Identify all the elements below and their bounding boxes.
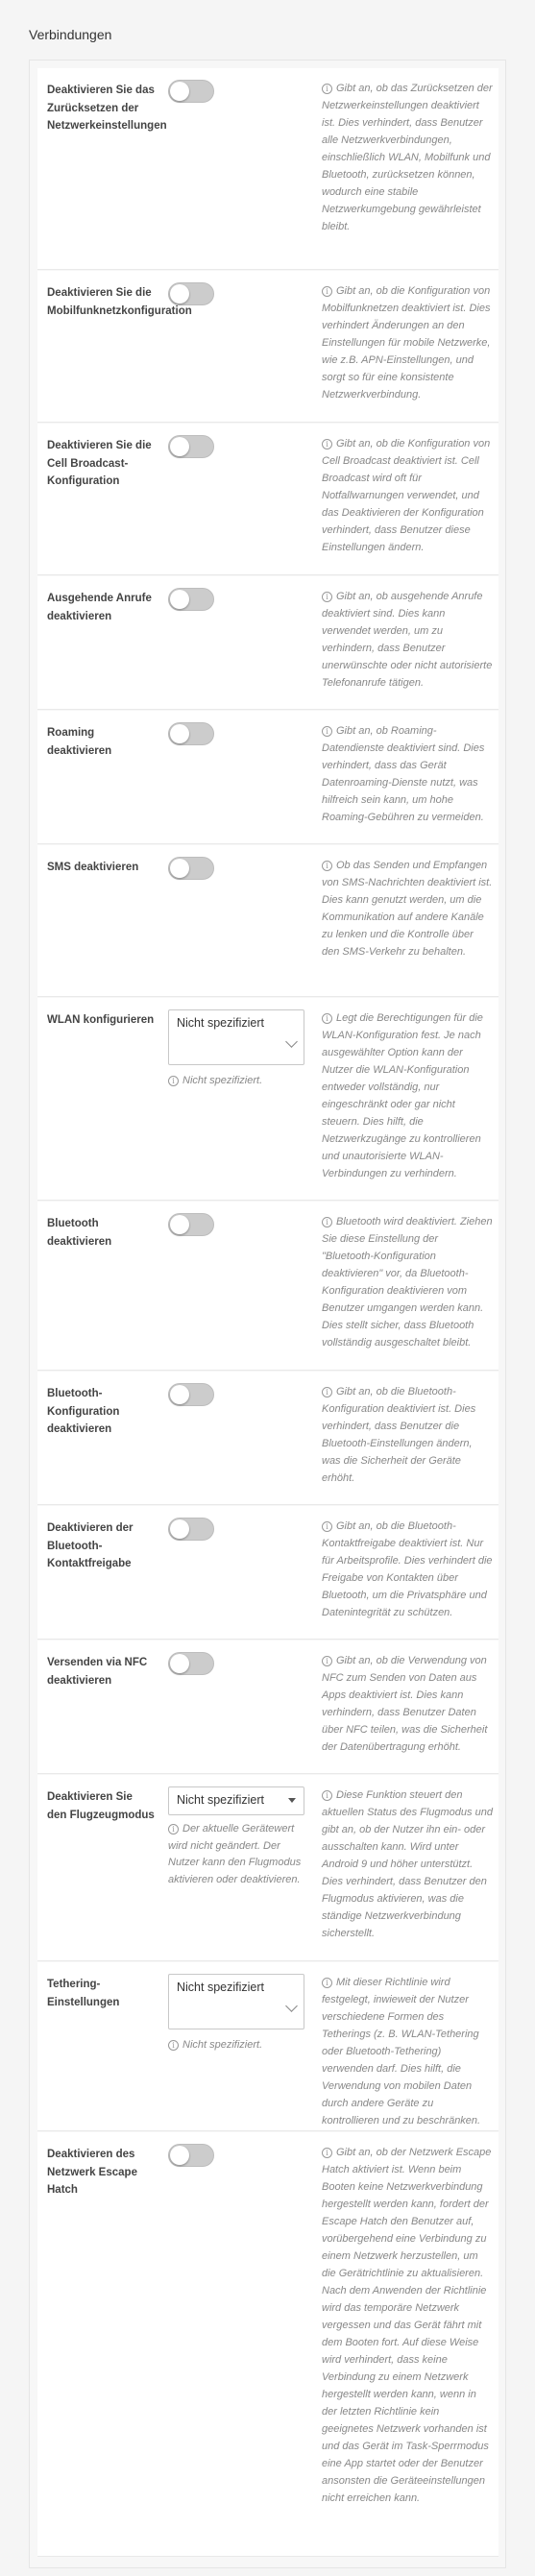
setting-description bbox=[322, 1974, 493, 2129]
description-text: Gibt an, ob der Netzwerk Escape Hatch aktiviert ist. Wenn beim Booten keine Netzwerkverbindung hergestellt werden kann, fordert der Escape Hatch den Benutzer auf, vorübergehend eine Verbindung zu einem Netzwerk herzustellen, um die Gerätrichtlinie zu aktualisieren. Nach dem Anwenden der Richtlinie wird das temporäre Netzwerk vergessen und das Gerät fährt mit dem Booten fort. Auf diese Weise wird verhindert, dass keine Verbindung zu einem Netzwerk hergestellt werden kann, wenn in der letzten Richtlinie kein geeignetes Netzwerk vorhanden ist und das Gerät im Task-Sperrmodus eine App startet oder der Benutzer ansonsten die Geräteeinstellungen nicht erreichen kann. bbox=[322, 2147, 492, 2504]
toggle-knob bbox=[170, 859, 189, 878]
toggle-knob bbox=[170, 1215, 189, 1234]
description-text: Ob das Senden und Empfangen von SMS-Nachrichten deaktiviert ist. Dies kann genutzt werden, um die Kommunikation auf andere Kanäle zu lenken und die Kontrolle über den SMS-Verkehr zu behalten. bbox=[322, 860, 493, 958]
description-text: Gibt an, ob die Bluetooth-Konfiguration deaktiviert ist. Dies verhindert, dass Benutzer die Bluetooth-Einstellungen ändern, was die Sicherheit der Geräte erhöht. bbox=[322, 1386, 476, 1484]
info-icon: i bbox=[322, 1387, 332, 1397]
description-text: Mit dieser Richtlinie wird festgelegt, inwieweit der Nutzer verschiedene Formen des Tetherings (z. B. WLAN-Tethering oder Bluetooth-Tethering) verwenden darf. Dies hilft, die Verwendung von mobilen Daten durch andere Geräte zu kontrollieren und zu beschränken. bbox=[322, 1977, 481, 2126]
roaming-toggle[interactable] bbox=[168, 722, 214, 745]
setting-row-roaming bbox=[37, 711, 499, 844]
info-icon: i bbox=[322, 592, 332, 602]
setting-row-bluetooth bbox=[37, 1202, 499, 1371]
setting-row-airplane-mode bbox=[37, 1775, 499, 1961]
setting-row-outgoing-calls bbox=[37, 576, 499, 710]
setting-label: Deaktivieren der Bluetooth-Kontaktfreigabe bbox=[47, 1522, 134, 1569]
toggle-knob bbox=[170, 1385, 189, 1404]
setting-description bbox=[322, 1009, 493, 1182]
setting-row-tethering bbox=[37, 1962, 499, 2131]
setting-label: WLAN konfigurieren bbox=[47, 1014, 155, 1026]
setting-description bbox=[322, 1518, 493, 1621]
toggle-knob bbox=[170, 284, 189, 304]
select-hint bbox=[168, 1073, 312, 1090]
setting-label: Versenden via NFC deaktivieren bbox=[47, 1657, 148, 1687]
info-icon: i bbox=[322, 1790, 332, 1801]
connections-settings-panel bbox=[29, 60, 506, 2568]
description-text: Bluetooth wird deaktiviert. Ziehen Sie diese Einstellung der "Bluetooth-Konfiguration deaktivieren" vor, da Bluetooth-Konfiguration deaktivieren vom Benutzer umgangen werden kann. Dies stellt sicher, dass Bluetooth vollständig ausgeschaltet bleibt. bbox=[322, 1216, 493, 1349]
sms-toggle[interactable] bbox=[168, 857, 214, 880]
info-icon: i bbox=[322, 861, 332, 871]
setting-row-cell-broadcast-config bbox=[37, 424, 499, 575]
toggle-knob bbox=[170, 590, 189, 609]
select-value: Nicht spezifiziert bbox=[177, 1793, 264, 1807]
setting-label: Roaming deaktivieren bbox=[47, 727, 112, 757]
toggle-knob bbox=[170, 1519, 189, 1539]
setting-description bbox=[322, 1786, 493, 1942]
setting-description bbox=[322, 282, 493, 403]
info-icon: i bbox=[322, 1217, 332, 1227]
setting-label: Deaktivieren Sie die Mobilfunknetzkonfiguration bbox=[47, 287, 192, 317]
info-icon: i bbox=[322, 439, 332, 450]
info-icon: i bbox=[322, 1013, 332, 1024]
setting-row-bluetooth-contact-sharing bbox=[37, 1506, 499, 1640]
select-value: Nicht spezifiziert bbox=[177, 1981, 264, 1994]
setting-row-wlan-config bbox=[37, 998, 499, 1201]
select-hint bbox=[168, 1821, 312, 1888]
chevron-down-icon bbox=[285, 2000, 298, 2012]
info-icon: i bbox=[322, 726, 332, 737]
hint-text: Nicht spezifiziert. bbox=[182, 2039, 263, 2051]
setting-label: SMS deaktivieren bbox=[47, 862, 139, 873]
setting-description bbox=[322, 857, 493, 960]
setting-description bbox=[322, 1652, 493, 1756]
caret-down-icon bbox=[288, 1798, 296, 1803]
description-text: Gibt an, ob die Konfiguration von Cell Broadcast deaktiviert ist. Cell Broadcast wird oft für Notfallwarnungen verwendet, und das Deaktivieren der Konfiguration verhindert, dass Benutzer diese Einstellungen ändern. bbox=[322, 438, 491, 553]
setting-description bbox=[322, 1213, 493, 1351]
setting-row-sms bbox=[37, 845, 499, 997]
setting-label: Deaktivieren Sie das Zurücksetzen der Netzwerkeinstellungen bbox=[47, 85, 167, 132]
select-hint bbox=[168, 2037, 312, 2054]
network-escape-hatch-toggle[interactable] bbox=[168, 2144, 214, 2167]
reset-network-toggle[interactable] bbox=[168, 80, 214, 103]
bluetooth-config-toggle[interactable] bbox=[168, 1383, 214, 1406]
info-icon: i bbox=[168, 2040, 179, 2051]
description-text: Diese Funktion steuert den aktuellen Status des Flugmodus und gibt an, ob der Nutzer ihn ein- oder ausschalten kann. Wird unter Android 9 und höher unterstützt. Dies verhindert, dass Benutzer den Flugmodus aktivieren, was die ständige Netzwerkverbindung sicherstellt. bbox=[322, 1789, 493, 1939]
tethering-select[interactable] bbox=[168, 1974, 304, 2029]
description-text: Gibt an, ob die Konfiguration von Mobilfunknetzen deaktiviert ist. Dies verhindert Änderungen an den Einstellungen für mobile Netzwerke, wie z.B. APN-Einstellungen, und sorgt so für eine konsistente Netzwerkverbindung. bbox=[322, 285, 491, 401]
toggle-knob bbox=[170, 1654, 189, 1673]
toggle-knob bbox=[170, 2146, 189, 2165]
page-title: Verbindungen bbox=[29, 27, 112, 42]
description-text: Gibt an, ob Roaming-Datendienste deaktiviert sind. Dies verhindert, dass das Gerät Datenroaming-Dienste nutzt, was hilfreich sein kann, um hohe Roaming-Gebühren zu vermeiden. bbox=[322, 725, 485, 823]
select-value: Nicht spezifiziert bbox=[177, 1016, 264, 1030]
description-text: Gibt an, ob die Bluetooth-Kontaktfreigabe deaktiviert ist. Nur für Arbeitsprofile. Dies verhindert die Freigabe von Kontakten über Bluetooth, um die Privatsphäre und Datenintegrität zu schützen. bbox=[322, 1520, 493, 1618]
setting-description bbox=[322, 722, 493, 826]
setting-label: Deaktivieren Sie den Flugzeugmodus bbox=[47, 1791, 155, 1821]
info-icon: i bbox=[322, 1978, 332, 1988]
info-icon: i bbox=[168, 1076, 179, 1086]
setting-description bbox=[322, 1383, 493, 1487]
info-icon: i bbox=[322, 1521, 332, 1532]
setting-row-network-escape-hatch bbox=[37, 2132, 499, 2557]
setting-label: Deaktivieren Sie die Cell Broadcast-Konfiguration bbox=[47, 440, 152, 487]
chevron-down-icon bbox=[285, 1035, 298, 1048]
setting-description bbox=[322, 588, 493, 692]
airplane-mode-select[interactable] bbox=[168, 1786, 304, 1815]
info-icon: i bbox=[322, 1656, 332, 1666]
nfc-toggle[interactable] bbox=[168, 1652, 214, 1675]
setting-description bbox=[322, 435, 493, 556]
bluetooth-toggle[interactable] bbox=[168, 1213, 214, 1236]
cell-broadcast-config-toggle[interactable] bbox=[168, 435, 214, 458]
setting-label: Tethering-Einstellungen bbox=[47, 1979, 120, 2008]
info-icon: i bbox=[322, 84, 332, 94]
info-icon: i bbox=[322, 286, 332, 297]
setting-description bbox=[322, 2144, 493, 2507]
setting-description bbox=[322, 80, 493, 235]
mobile-network-config-toggle[interactable] bbox=[168, 282, 214, 305]
toggle-knob bbox=[170, 724, 189, 743]
wlan-config-select[interactable] bbox=[168, 1009, 304, 1065]
hint-text: Nicht spezifiziert. bbox=[182, 1075, 263, 1086]
outgoing-calls-toggle[interactable] bbox=[168, 588, 214, 611]
setting-label: Bluetooth deaktivieren bbox=[47, 1218, 112, 1248]
description-text: Gibt an, ob ausgehende Anrufe deaktiviert sind. Dies kann verwendet werden, um zu verhindern, dass Benutzer unerwünschte oder nicht autorisierte Telefonanrufe tätigen. bbox=[322, 591, 493, 689]
setting-row-reset-network bbox=[37, 68, 499, 270]
description-text: Legt die Berechtigungen für die WLAN-Konfiguration fest. Je nach ausgewählter Option kann der Nutzer die WLAN-Konfiguration entweder vollständig, nur eingeschränkt oder gar nicht steuern. Dies hilft, die Netzwerkzugänge zu kontrollieren und unautorisierte WLAN-Verbindungen zu verhindern. bbox=[322, 1012, 483, 1179]
description-text: Gibt an, ob die Verwendung von NFC zum Senden von Daten aus Apps deaktiviert ist. Dies kann verhindern, dass Benutzer Daten über NFC teilen, was die Sicherheit der Datenübertragung erhöht. bbox=[322, 1655, 488, 1753]
info-icon: i bbox=[168, 1824, 179, 1835]
bluetooth-contact-sharing-toggle[interactable] bbox=[168, 1518, 214, 1541]
setting-row-bluetooth-config bbox=[37, 1372, 499, 1505]
setting-row-nfc bbox=[37, 1640, 499, 1774]
info-icon: i bbox=[322, 2148, 332, 2158]
toggle-knob bbox=[170, 82, 189, 101]
toggle-knob bbox=[170, 437, 189, 456]
setting-label: Bluetooth-Konfiguration deaktivieren bbox=[47, 1388, 120, 1435]
setting-label: Deaktivieren des Netzwerk Escape Hatch bbox=[47, 2149, 137, 2196]
description-text: Gibt an, ob das Zurücksetzen der Netzwerkeinstellungen deaktiviert ist. Dies verhindert, dass Benutzer alle Netzwerkverbindungen, einschließlich WLAN, Mobilfunk und Bluetooth, zurücksetzen können, wodurch eine stabile Netzwerkumgebung gewährleistet bleibt. bbox=[322, 83, 493, 232]
setting-row-mobile-network-config bbox=[37, 271, 499, 423]
hint-text: Der aktuelle Gerätewert wird nicht geändert. Der Nutzer kann den Flugmodus aktivieren oder deaktivieren. bbox=[168, 1823, 302, 1885]
setting-label: Ausgehende Anrufe deaktivieren bbox=[47, 593, 152, 622]
